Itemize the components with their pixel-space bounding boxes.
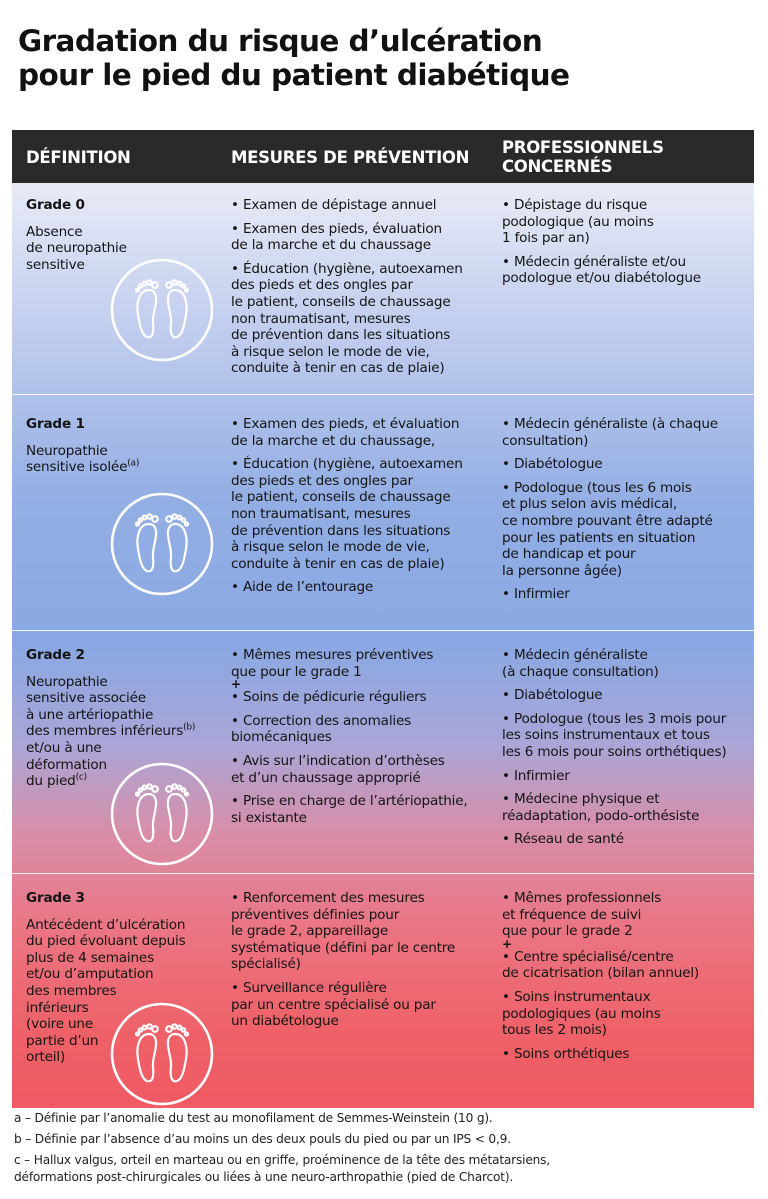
item-line: tous les 2 mois) bbox=[502, 1022, 607, 1039]
item-line: 1 fois par an) bbox=[502, 230, 590, 247]
list-item bbox=[231, 579, 493, 596]
list-item bbox=[231, 980, 493, 1030]
grade-label: Grade 3 bbox=[26, 890, 85, 906]
list-item bbox=[231, 197, 493, 214]
definition-line: et/ou à une bbox=[26, 739, 102, 756]
feet-icon bbox=[109, 257, 215, 363]
item-line: conduite à tenir en cas de plaie) bbox=[231, 555, 445, 572]
item-line: préventives définies pour bbox=[231, 906, 400, 923]
item-line: • Médecin généraliste et/ou bbox=[502, 253, 686, 270]
list-item bbox=[231, 689, 493, 706]
definition-line: du pied évoluant depuis bbox=[26, 933, 186, 950]
definition-line: Neuropathie bbox=[26, 673, 108, 690]
item-line: • Médecin généraliste bbox=[502, 647, 648, 663]
prevention-cell bbox=[231, 416, 493, 603]
definition-line: déformation bbox=[26, 756, 107, 773]
list-item bbox=[502, 254, 750, 287]
grade-label: Grade 0 bbox=[26, 197, 85, 213]
item-line: réadaptation, podo-orthésiste bbox=[502, 807, 700, 824]
item-line: les 6 mois pour soins orthétiques) bbox=[502, 743, 727, 760]
grade-label: Grade 1 bbox=[26, 416, 85, 432]
item-line: systématique (défini par le centre bbox=[231, 939, 456, 956]
item-line: de prévention dans les situations bbox=[231, 522, 451, 539]
definition-line: orteil) bbox=[26, 1049, 66, 1066]
feet-icon bbox=[109, 1001, 215, 1107]
definition-line: (voire une bbox=[26, 1016, 94, 1033]
definition-line bbox=[26, 723, 216, 740]
item-line: de la marche et du chaussage bbox=[231, 237, 431, 254]
item-line: la personne âgée) bbox=[502, 562, 622, 579]
page-title bbox=[18, 24, 758, 92]
footnote-c: c – Hallux valgus, orteil en marteau ou en griffe, proéminence de la tête des métatarsiens, bbox=[14, 1153, 550, 1167]
item-line: • Centre spécialisé/centre bbox=[502, 948, 674, 965]
row-separator bbox=[12, 630, 754, 631]
row-separator bbox=[12, 873, 754, 874]
row-separator bbox=[12, 394, 754, 395]
definition-line: plus de 4 semaines bbox=[26, 949, 154, 966]
item-line: si existante bbox=[231, 809, 307, 826]
list-item bbox=[231, 416, 493, 449]
item-line: • Réseau de santé bbox=[502, 831, 624, 848]
item-line: • Soins de pédicurie réguliers bbox=[231, 689, 427, 706]
professionals-cell bbox=[502, 197, 750, 294]
definition-line: de neuropathie bbox=[26, 240, 127, 257]
prevention-cell bbox=[231, 197, 493, 384]
item-line: non traumatisant, mesures bbox=[231, 310, 411, 327]
item-line: • Diabétologue bbox=[502, 687, 603, 704]
item-line: • Renforcement des mesures bbox=[231, 890, 425, 906]
header-professionals bbox=[502, 138, 664, 176]
item-line: et d’un chaussage approprié bbox=[231, 769, 421, 786]
definition-line: des membres bbox=[26, 982, 117, 999]
list-item bbox=[502, 456, 750, 473]
list-item bbox=[502, 791, 750, 824]
item-line: • Infirmier bbox=[502, 586, 570, 603]
professionals-cell bbox=[502, 416, 750, 610]
feet-icon bbox=[109, 491, 215, 597]
item-line: par un centre spécialisé ou par bbox=[231, 996, 436, 1013]
item-line: • Éducation (hygiène, autoexamen bbox=[231, 260, 463, 277]
item-line: consultation) bbox=[502, 432, 589, 449]
footnote-c-continued: déformations post-chirurgicales ou liées à une neuro-arthropathie (pied de Charcot). bbox=[14, 1170, 514, 1184]
list-item bbox=[231, 753, 493, 786]
item-line: que pour le grade 2 bbox=[502, 923, 633, 940]
definition-text: sensitive isolée bbox=[26, 459, 128, 476]
title-line-2: pour le pied du patient diabétique bbox=[18, 58, 570, 92]
list-item bbox=[231, 221, 493, 254]
list-item bbox=[231, 890, 493, 973]
item-line: pour les patients en situation bbox=[502, 529, 696, 546]
item-line: le patient, conseils de chaussage bbox=[231, 489, 451, 506]
list-item bbox=[502, 890, 750, 940]
definition-line: et/ou d’amputation bbox=[26, 966, 154, 983]
footnote-b: b – Définie par l’absence d’au moins un des deux pouls du pied ou par un IPS < 0,9. bbox=[14, 1132, 511, 1146]
prevention-cell bbox=[231, 890, 493, 1037]
item-line: spécialisé) bbox=[231, 956, 301, 973]
header-prevention: MESURES DE PRÉVENTION bbox=[231, 148, 470, 167]
item-line: à risque selon le mode de vie, bbox=[231, 343, 430, 360]
header-professionals-line-2: CONCERNÉS bbox=[502, 157, 613, 176]
item-line: de handicap et pour bbox=[502, 546, 636, 563]
item-line: conduite à tenir en cas de plaie) bbox=[231, 360, 445, 377]
item-line: • Podologue (tous les 3 mois pour bbox=[502, 710, 727, 727]
item-line: podologiques (au moins bbox=[502, 1005, 661, 1022]
item-line: • Éducation (hygiène, autoexamen bbox=[231, 456, 463, 473]
item-line: • Infirmier bbox=[502, 767, 570, 784]
item-line: • Surveillance régulière bbox=[231, 979, 387, 996]
definition-line: partie d’un bbox=[26, 1032, 99, 1049]
item-line: • Podologue (tous les 6 mois bbox=[502, 479, 692, 496]
item-line: • Diabétologue bbox=[502, 456, 603, 473]
item-line: • Mêmes mesures préventives bbox=[231, 647, 434, 663]
item-line: • Médecin généraliste (à chaque bbox=[502, 416, 718, 432]
item-line: • Examen de dépistage annuel bbox=[231, 197, 437, 213]
definition-line: Antécédent d’ulcération bbox=[26, 916, 186, 933]
item-line: des pieds et des ongles par bbox=[231, 472, 413, 489]
item-line: ce nombre pouvant être adapté bbox=[502, 512, 713, 529]
item-line: podologue et/ou diabétologue bbox=[502, 270, 701, 287]
definition-line: à une artériopathie bbox=[26, 706, 154, 723]
header-professionals-line-1: PROFESSIONNELS bbox=[502, 138, 664, 157]
list-item bbox=[231, 647, 493, 680]
footnote-ref-a: (a) bbox=[127, 458, 140, 469]
plus-sign: + bbox=[502, 936, 512, 951]
header-definition: DÉFINITION bbox=[26, 148, 131, 167]
list-item bbox=[231, 713, 493, 746]
item-line: et plus selon avis médical, bbox=[502, 496, 677, 513]
prevention-cell bbox=[231, 647, 493, 833]
list-item bbox=[231, 793, 493, 826]
list-item bbox=[502, 989, 750, 1039]
list-item bbox=[502, 480, 750, 580]
item-line: que pour le grade 1 bbox=[231, 663, 362, 680]
table-body bbox=[12, 183, 754, 1108]
definition-line: Absence bbox=[26, 223, 83, 240]
definition-line: sensitive associée bbox=[26, 690, 146, 707]
item-line: un diabétologue bbox=[231, 1013, 339, 1030]
definition-line: sensitive bbox=[26, 256, 85, 273]
list-item bbox=[502, 711, 750, 761]
list-item bbox=[502, 831, 750, 848]
item-line: • Examen des pieds, évaluation bbox=[231, 220, 442, 237]
title-line-1: Gradation du risque d’ulcération bbox=[18, 24, 543, 58]
table-header bbox=[12, 130, 754, 183]
item-line: le grade 2, appareillage bbox=[231, 923, 389, 940]
list-item bbox=[231, 456, 493, 572]
list-item bbox=[502, 416, 750, 449]
footnote-ref-c: (c) bbox=[75, 772, 87, 783]
item-line: podologique (au moins bbox=[502, 213, 654, 230]
item-line: biomécaniques bbox=[231, 729, 332, 746]
plus-sign: + bbox=[231, 677, 241, 692]
grade-label: Grade 2 bbox=[26, 647, 85, 663]
item-line: et fréquence de suivi bbox=[502, 906, 642, 923]
item-line: de prévention dans les situations bbox=[231, 327, 451, 344]
definition-cell bbox=[26, 416, 216, 476]
item-line: • Soins instrumentaux bbox=[502, 988, 651, 1005]
list-item bbox=[502, 1046, 750, 1063]
definition-text: des membres inférieurs bbox=[26, 723, 184, 740]
definition-line: Neuropathie bbox=[26, 442, 108, 459]
item-line: de la marche et du chaussage, bbox=[231, 432, 436, 449]
list-item bbox=[502, 949, 750, 982]
item-line: non traumatisant, mesures bbox=[231, 505, 411, 522]
definition-text: du pied bbox=[26, 773, 76, 790]
item-line: le patient, conseils de chaussage bbox=[231, 293, 451, 310]
definition-line bbox=[26, 459, 216, 476]
list-item bbox=[231, 261, 493, 377]
item-line: (à chaque consultation) bbox=[502, 663, 659, 680]
item-line: de cicatrisation (bilan annuel) bbox=[502, 965, 700, 982]
item-line: • Prise en charge de l’artériopathie, bbox=[231, 793, 468, 810]
item-line: • Médecine physique et bbox=[502, 791, 660, 808]
footnote-ref-b: (b) bbox=[183, 722, 196, 733]
item-line: • Aide de l’entourage bbox=[231, 579, 374, 596]
footnote-a: a – Définie par l’anomalie du test au monofilament de Semmes-Weinstein (10 g). bbox=[14, 1111, 493, 1125]
item-line: • Mêmes professionnels bbox=[502, 890, 662, 906]
list-item bbox=[502, 586, 750, 603]
item-line: à risque selon le mode de vie, bbox=[231, 539, 430, 556]
item-line: • Avis sur l’indication d’orthèses bbox=[231, 752, 445, 769]
list-item bbox=[502, 768, 750, 785]
item-line: des pieds et des ongles par bbox=[231, 277, 413, 294]
feet-icon bbox=[109, 761, 215, 867]
item-line: • Examen des pieds, et évaluation bbox=[231, 416, 460, 432]
professionals-cell bbox=[502, 890, 750, 1069]
professionals-cell bbox=[502, 647, 750, 855]
risk-table bbox=[12, 130, 754, 1108]
list-item bbox=[502, 197, 750, 247]
list-item bbox=[502, 647, 750, 680]
list-item bbox=[502, 687, 750, 704]
item-line: • Correction des anomalies bbox=[231, 712, 412, 729]
item-line: les soins instrumentaux et tous bbox=[502, 727, 710, 744]
item-line: • Dépistage du risque bbox=[502, 197, 648, 213]
item-line: • Soins orthétiques bbox=[502, 1045, 630, 1062]
definition-line: inférieurs bbox=[26, 999, 89, 1016]
